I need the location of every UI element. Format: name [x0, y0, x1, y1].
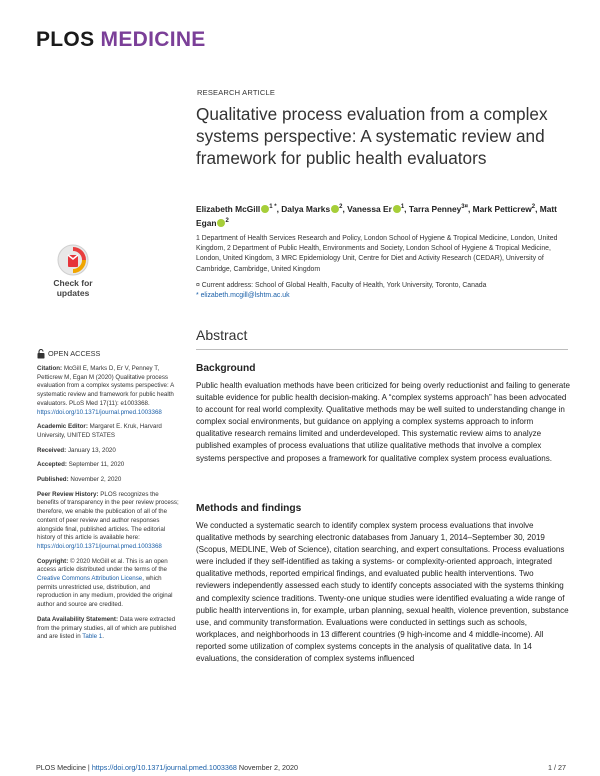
data-availability-block	[37, 616, 182, 642]
author-name[interactable]: , Mark Petticrew	[467, 203, 532, 214]
citation-text: McGill E, Marks D, Er V, Penney T, Petticrew M, Egan M (2020) Qualitative process evaluation from a complex systems perspective: A systematic review and framework for public health evaluators. PLoS Med 17(11): e1003368.	[37, 365, 174, 407]
open-access-label: OPEN ACCESS	[48, 348, 101, 358]
badge-line-2: updates	[56, 288, 90, 298]
copyright-text-end: , which permits unrestricted use, distribution, and reproduction in any medium, provided the original author and source are credited.	[37, 575, 173, 609]
accepted-date: September 11, 2020	[66, 461, 125, 469]
author-affiliation-mark: 1 *	[269, 204, 277, 210]
copyright-text: © 2020 McGill et al. This is an open access article distributed under the terms of the	[37, 557, 168, 574]
footer-journal: PLOS Medicine	[36, 763, 86, 772]
peer-review-link[interactable]: https://doi.org/10.1371/journal.pmed.1003368	[37, 542, 162, 550]
editor-label: Academic Editor:	[37, 423, 88, 431]
author-affiliation-mark: 2	[531, 204, 536, 210]
article-sidebar	[37, 349, 182, 648]
current-address: ¤ Current address: School of Global Health, Faculty of Health, York University, Toronto, Canada	[196, 282, 487, 289]
author-name[interactable]: Elizabeth McGill	[196, 203, 261, 214]
author-name[interactable]: , Dalya Marks	[276, 203, 331, 214]
peer-review-text: PLOS recognizes the benefits of transparency in the peer review process; therefore, we enable the publication of all of the content of peer review and author responses alongside final, published articles. The editorial history of this article is available here:	[37, 490, 179, 542]
article-title: Qualitative process evaluation from a complex systems perspective: A systematic review and framework for public health evaluators	[196, 104, 548, 168]
journal-logo	[36, 28, 206, 52]
copyright-label: Copyright:	[37, 557, 69, 565]
current-address-block	[196, 281, 571, 301]
author-name[interactable]: , Tarra Penney	[404, 203, 462, 214]
methods-heading: Methods and findings	[196, 503, 302, 514]
background-heading: Background	[196, 363, 256, 374]
abstract-divider	[196, 349, 568, 350]
page-number: 1 / 27	[548, 763, 566, 772]
abstract-heading: Abstract	[196, 327, 248, 343]
published-label: Published:	[37, 476, 69, 484]
author-name[interactable]: , Matt Egan	[196, 203, 557, 229]
accepted-block	[37, 461, 182, 470]
received-block	[37, 447, 182, 456]
copyright-block	[37, 558, 182, 610]
footer-date: November 2, 2020	[236, 763, 299, 772]
background-paragraph: Public health evaluation methods have been criticized for being overly reductionist and failing to generate suitable evidence for public health decision-making. A “complex systems approach” has been advocated to account for real world complexity. Qualitative methods may be well suited to understanding change in complex social environments, but guidance on applying a complex systems approach to inform qualitative research remains limited and underdeveloped. This systematic review aims to analyze published examples of process evaluations that utilize qualitative methods that involve a complex systems perspective and proposes a framework for qualitative complex system process evaluations.	[196, 381, 570, 463]
editor-block	[37, 423, 182, 440]
page-footer	[36, 763, 566, 772]
check-for-updates-label	[37, 278, 109, 298]
badge-line-1: Check for	[53, 278, 93, 288]
citation-doi-link[interactable]: https://doi.org/10.1371/journal.pmed.1003368	[37, 408, 162, 416]
table-1-link[interactable]: Table 1	[82, 633, 103, 641]
open-lock-icon	[37, 349, 45, 359]
open-access-row	[37, 349, 182, 359]
orcid-icon[interactable]	[393, 205, 401, 213]
data-availability-label: Data Availability Statement:	[37, 615, 119, 623]
received-label: Received:	[37, 446, 67, 454]
article-type: RESEARCH ARTICLE	[197, 88, 276, 97]
license-link[interactable]: Creative Commons Attribution License	[37, 575, 143, 583]
data-availability-text: Data were extracted from the primary studies, all of which are published and are listed in	[37, 615, 177, 641]
affiliations: 1 Department of Health Services Research and Policy, London School of Hygiene & Tropical Medicine, London, United Kingdom, 2 Department of Public Health, Environments and Society, London School of Hygiene & Tropical Medicine, London, United Kingdom, 3 MRC Epidemiology Unit, Centre for Diet and Activity Research (CEDAR), University of Cambridge, Cambridge, United Kingdom	[196, 235, 558, 273]
received-date: January 13, 2020	[66, 446, 116, 454]
citation-block	[37, 365, 182, 417]
published-block	[37, 476, 182, 485]
footer-left	[36, 763, 298, 772]
peer-review-block	[37, 491, 182, 552]
author-affiliation-mark: 3¤	[461, 204, 468, 210]
check-for-updates-badge[interactable]	[37, 244, 109, 304]
journal-logo-medicine: MEDICINE	[100, 28, 206, 51]
check-for-updates-icon	[37, 244, 109, 278]
corresponding-email[interactable]: * elizabeth.mcgill@lshtm.ac.uk	[196, 292, 290, 299]
author-name[interactable]: , Vanessa Er	[342, 203, 392, 214]
author-affiliation-mark: 2	[225, 218, 229, 225]
editor-text: Margaret E. Kruk, Harvard University, UNITED STATES	[37, 423, 162, 439]
footer-doi-link[interactable]: https://doi.org/10.1371/journal.pmed.1003368	[91, 763, 237, 772]
published-date: November 2, 2020	[68, 476, 122, 484]
author-affiliation-mark: 1	[400, 204, 405, 210]
orcid-icon[interactable]	[331, 205, 339, 213]
author-affiliation-mark: 2	[339, 204, 343, 210]
peer-review-label: Peer Review History:	[37, 490, 99, 498]
data-availability-end: .	[102, 633, 104, 641]
citation-label: Citation:	[37, 365, 63, 372]
author-list	[196, 201, 576, 230]
accepted-label: Accepted:	[37, 461, 67, 469]
footer-separator: |	[85, 763, 92, 772]
methods-paragraph: We conducted a systematic search to identify complex system process evaluations that involve qualitative methods by searching electronic databases from January 1, 2014–September 30, 2019 (Scopus, MEDLINE, Web of Science), citation searching, and expert consultations. Process evaluations were included if they self-identified as taking a systems- or complexity-oriented approach, integrated qualitative methods, reported empirical findings, and evaluated public health interventions. Two reviewers independently assessed each study to identify concepts associated with the systems thinking and complexity science traditions. Twenty-one unique studies were identified evaluating a wide range of public health interventions in, for example, urban planning, sexual health, violence prevention, substance use, and community transformation. Evaluations were conducted in settings such as schools, workplaces, and neighborhoods in 13 different countries (9 high-income and 4 middle-income). All reported some utilization of complex systems concepts in the analysis of qualitative data. In 14 evaluations, the consideration of complex systems influenced	[196, 521, 569, 664]
journal-logo-plos: PLOS	[36, 28, 95, 51]
